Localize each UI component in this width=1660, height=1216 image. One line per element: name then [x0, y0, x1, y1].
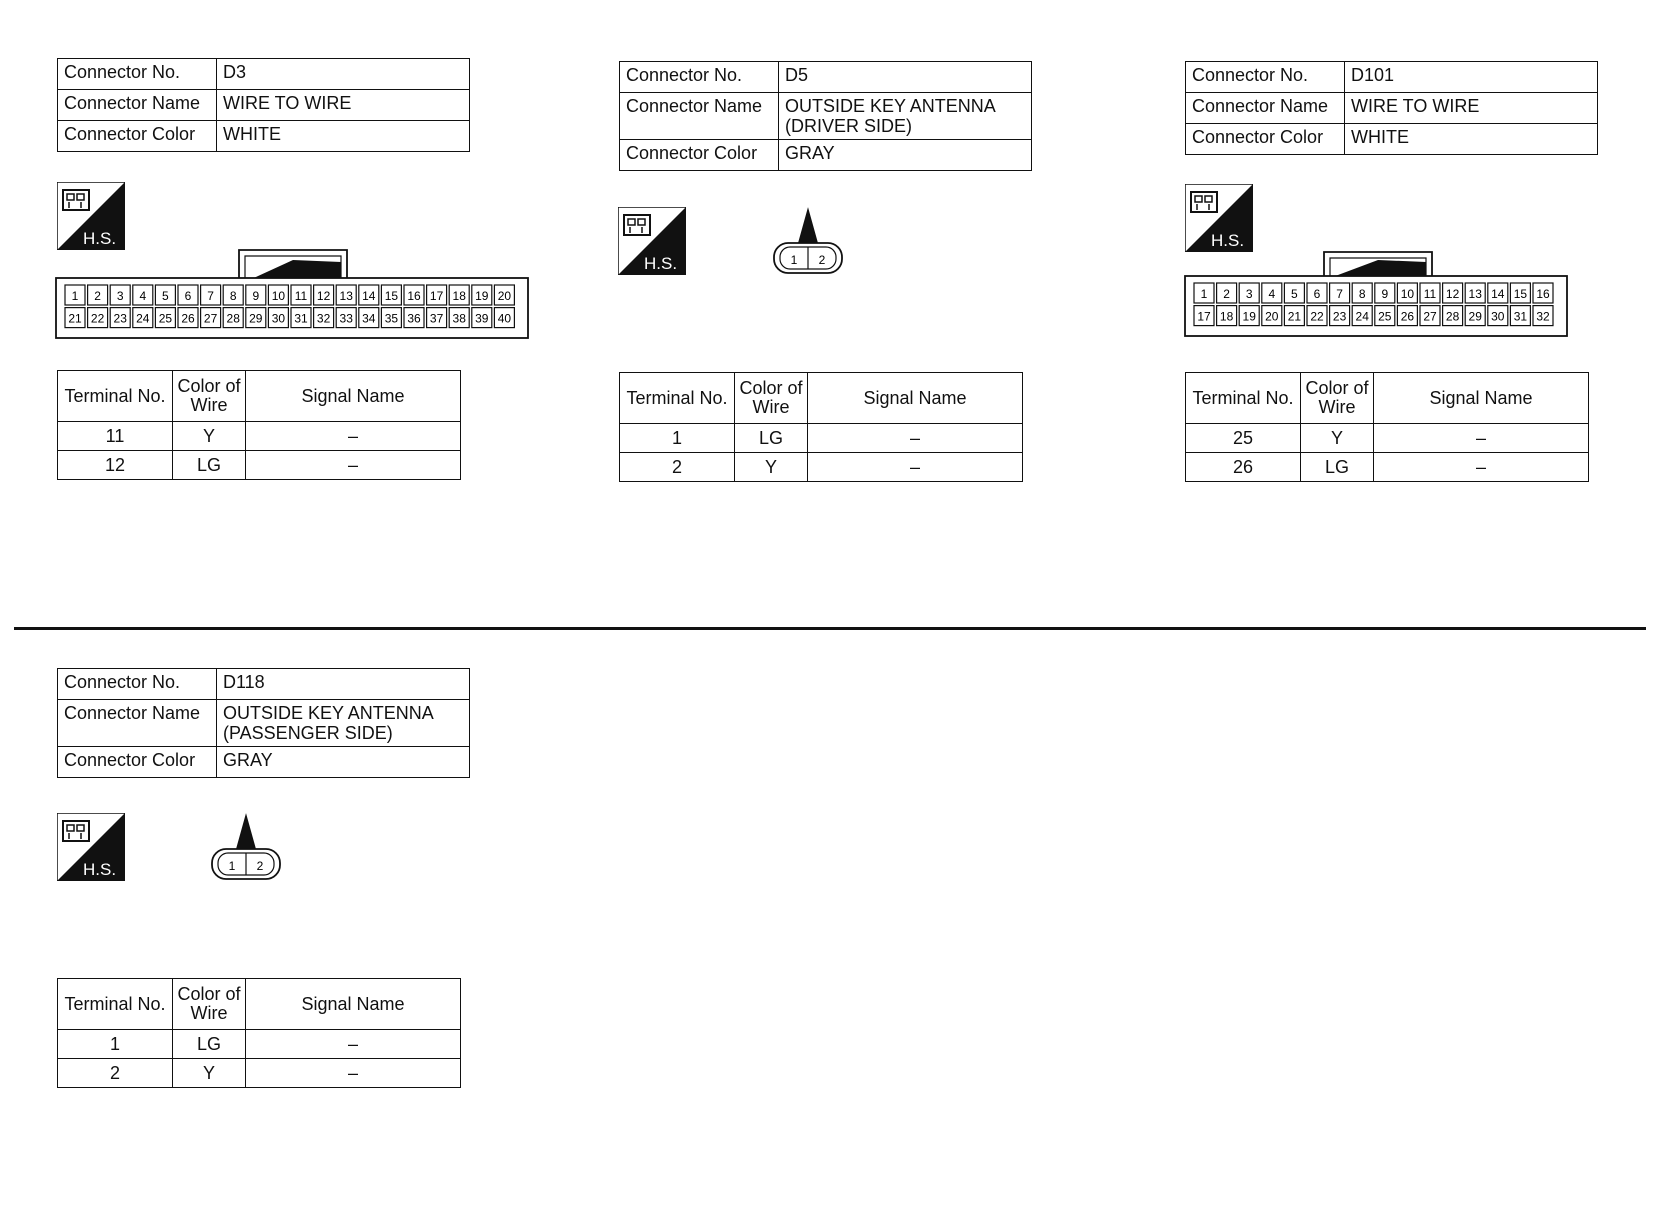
- connector-name-label: Connector Name: [1186, 93, 1345, 124]
- connector-no-label: Connector No.: [58, 59, 217, 90]
- pin-label: 1: [1200, 287, 1208, 301]
- pin-label: 30: [271, 311, 286, 326]
- connector-color-value: GRAY: [217, 747, 470, 778]
- pin-label: 27: [1423, 309, 1437, 324]
- connector-name-label: Connector Name: [620, 93, 779, 140]
- pin-label: 31: [294, 311, 308, 326]
- pin-label: 17: [1197, 309, 1211, 324]
- pin-label: 17: [429, 289, 444, 303]
- table-row: 1 LG –: [58, 1030, 461, 1059]
- pin-label: 2: [818, 253, 826, 267]
- terminal-no-header: Terminal No.: [1186, 373, 1301, 424]
- connector-no-value: D5: [779, 62, 1032, 93]
- pin-label: 25: [158, 311, 173, 326]
- pin-label: 26: [1400, 309, 1415, 324]
- connector-face-d3: [55, 248, 531, 340]
- pin-label: 1: [71, 289, 79, 303]
- color-of-wire-header: Color of Wire: [1301, 373, 1374, 424]
- connector-info-table: [57, 668, 470, 778]
- connector-color-label: Connector Color: [1186, 124, 1345, 155]
- pin-label: 11: [294, 289, 308, 303]
- terminal-table-d5: [619, 372, 1023, 482]
- connector-name-label: Connector Name: [58, 700, 217, 747]
- terminal-table-d118: [57, 978, 461, 1088]
- pin-label: 3: [116, 289, 124, 303]
- pin-label: 27: [203, 311, 218, 326]
- connector-name-value: OUTSIDE KEY ANTENNA (DRIVER SIDE): [779, 93, 1032, 140]
- connector-no-value: D118: [217, 669, 470, 700]
- pin-label: 13: [1468, 287, 1482, 301]
- pin-label: 16: [407, 289, 421, 303]
- connector-name-value: OUTSIDE KEY ANTENNA (PASSENGER SIDE): [217, 700, 470, 747]
- pin-label: 35: [384, 311, 399, 326]
- table-row: 1 LG –: [620, 424, 1023, 453]
- connector-color-value: WHITE: [217, 121, 470, 152]
- pin-label: 20: [497, 289, 512, 303]
- terminal-no-header: Terminal No.: [620, 373, 735, 424]
- connector-info-table: [619, 61, 1032, 171]
- hs-label: H.S.: [83, 860, 117, 879]
- section-divider: [14, 627, 1646, 630]
- pin-label: 6: [1313, 287, 1321, 301]
- pin-label: 21: [1287, 309, 1302, 324]
- pin-label: 31: [1513, 309, 1528, 324]
- connector-color-label: Connector Color: [58, 121, 217, 152]
- pin-label: 23: [1332, 309, 1347, 324]
- pin-label: 12: [316, 289, 331, 303]
- pin-label: 29: [1468, 309, 1482, 324]
- color-of-wire-header: Color of Wire: [735, 373, 808, 424]
- signal-name-header: Signal Name: [1374, 373, 1589, 424]
- color-of-wire-header: Color of Wire: [173, 371, 246, 422]
- table-row: 26 LG –: [1186, 453, 1589, 482]
- connector-info-table: [1185, 61, 1598, 155]
- terminal-no-header: Terminal No.: [58, 979, 173, 1030]
- connector-d118: [57, 668, 470, 778]
- hs-label: H.S.: [644, 254, 678, 273]
- pin-label: 24: [136, 311, 150, 326]
- connector-face-d118: [208, 811, 284, 883]
- pin-label: 29: [249, 311, 263, 326]
- harness-side-icon: [57, 182, 125, 250]
- hs-label: H.S.: [1211, 231, 1245, 250]
- pin-label: 22: [90, 311, 105, 326]
- pin-label: 38: [452, 311, 466, 326]
- pin-label: 24: [1355, 309, 1369, 324]
- pin-label: 11: [1423, 287, 1437, 301]
- connector-no-label: Connector No.: [620, 62, 779, 93]
- pin-label: 4: [1268, 287, 1276, 301]
- pin-label: 8: [229, 289, 237, 303]
- signal-name-header: Signal Name: [246, 979, 461, 1030]
- pin-label: 37: [429, 311, 444, 326]
- pin-label: 3: [1245, 287, 1253, 301]
- pin-label: 40: [497, 311, 512, 326]
- connector-info-table: [57, 58, 470, 152]
- connector-no-label: Connector No.: [1186, 62, 1345, 93]
- connector-face-d101: [1184, 250, 1570, 338]
- hs-label: H.S.: [83, 229, 117, 248]
- pin-label: 18: [452, 289, 466, 303]
- pin-label: 14: [1491, 287, 1505, 301]
- pin-label: 2: [256, 859, 264, 873]
- harness-side-icon: [618, 207, 686, 275]
- connector-d101: [1185, 61, 1598, 155]
- harness-side-icon: [1185, 184, 1253, 252]
- connector-no-value: D3: [217, 59, 470, 90]
- connector-color-label: Connector Color: [620, 140, 779, 171]
- signal-name-header: Signal Name: [246, 371, 461, 422]
- pin-label: 5: [1291, 287, 1298, 301]
- pin-label: 1: [790, 253, 798, 267]
- pin-label: 32: [1536, 309, 1550, 324]
- connector-name-value: WIRE TO WIRE: [217, 90, 470, 121]
- connector-no-label: Connector No.: [58, 669, 217, 700]
- pin-label: 13: [339, 289, 353, 303]
- pin-label: 34: [362, 311, 376, 326]
- connector-color-label: Connector Color: [58, 747, 217, 778]
- connector-name-value: WIRE TO WIRE: [1345, 93, 1598, 124]
- table-row: 12 LG –: [58, 451, 461, 480]
- pin-label: 10: [271, 289, 286, 303]
- connector-name-label: Connector Name: [58, 90, 217, 121]
- pin-label: 39: [475, 311, 489, 326]
- pin-label: 26: [181, 311, 195, 326]
- connector-no-value: D101: [1345, 62, 1598, 93]
- pin-label: 28: [226, 311, 240, 326]
- pin-label: 19: [475, 289, 489, 303]
- table-row: 2 Y –: [620, 453, 1023, 482]
- pin-label: 16: [1536, 287, 1550, 301]
- pin-label: 28: [1445, 309, 1460, 324]
- connector-color-value: WHITE: [1345, 124, 1598, 155]
- connector-face-d5: [770, 205, 846, 277]
- pin-label: 2: [94, 289, 101, 303]
- pin-label: 6: [184, 289, 192, 303]
- table-row: 11 Y –: [58, 422, 461, 451]
- pin-label: 19: [1242, 309, 1256, 324]
- terminal-no-header: Terminal No.: [58, 371, 173, 422]
- pin-label: 25: [1378, 309, 1392, 324]
- pin-label: 18: [1219, 309, 1234, 324]
- pin-label: 4: [139, 289, 147, 303]
- pin-label: 7: [1336, 287, 1343, 301]
- color-of-wire-header: Color of Wire: [173, 979, 246, 1030]
- pin-label: 23: [113, 311, 127, 326]
- pin-label: 9: [1381, 287, 1389, 301]
- pin-label: 21: [68, 311, 82, 326]
- terminal-table-d3: [57, 370, 461, 480]
- table-row: 2 Y –: [58, 1059, 461, 1088]
- signal-name-header: Signal Name: [808, 373, 1023, 424]
- pin-label: 22: [1310, 309, 1324, 324]
- pin-label: 33: [339, 311, 353, 326]
- pin-label: 30: [1491, 309, 1505, 324]
- connector-color-value: GRAY: [779, 140, 1032, 171]
- pin-label: 14: [362, 289, 376, 303]
- terminal-table-d101: [1185, 372, 1589, 482]
- pin-label: 32: [316, 311, 331, 326]
- pin-label: 7: [207, 289, 214, 303]
- harness-side-icon: [57, 813, 125, 881]
- connector-d3: [57, 58, 470, 152]
- connector-d5: [619, 61, 1032, 171]
- pin-label: 1: [228, 859, 236, 873]
- pin-label: 36: [407, 311, 421, 326]
- pin-label: 12: [1445, 287, 1460, 301]
- pin-label: 9: [252, 289, 260, 303]
- pin-label: 10: [1400, 287, 1415, 301]
- pin-label: 15: [1513, 287, 1528, 301]
- table-row: 25 Y –: [1186, 424, 1589, 453]
- pin-label: 20: [1265, 309, 1279, 324]
- pin-label: 5: [162, 289, 169, 303]
- pin-label: 8: [1358, 287, 1366, 301]
- pin-label: 2: [1223, 287, 1230, 301]
- pin-label: 15: [384, 289, 399, 303]
